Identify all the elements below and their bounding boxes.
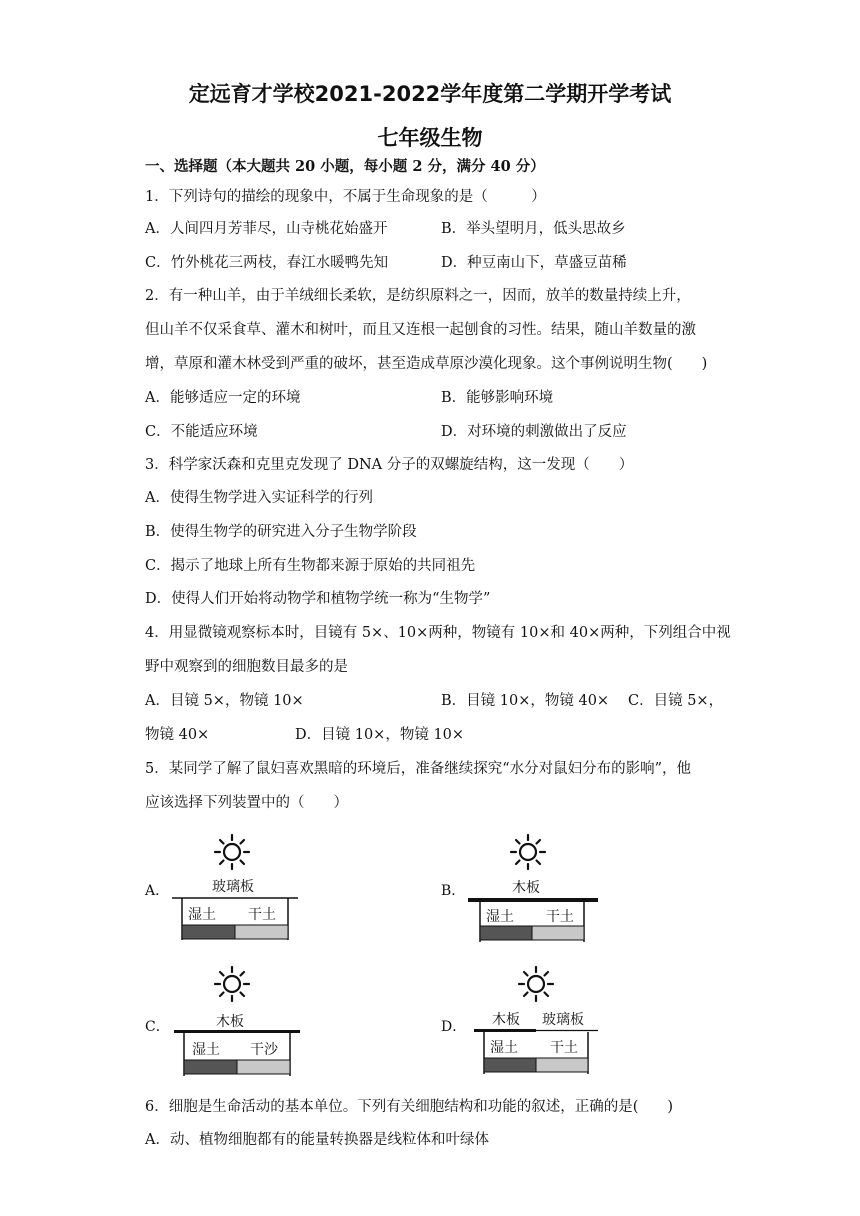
q4-option-a: A．目镜 5×，物镜 10× [145,693,304,709]
q2-option-c: C．不能适应环境 [145,424,258,440]
figure-d-cover-right-label: 玻璃板 [542,1012,584,1028]
q2-option-d: D．对环境的刺激做出了反应 [441,424,627,440]
figure-b-left-label: 湿土 [486,909,514,925]
q2-stem-line2: 但山羊不仅采食草、灌木和树叶，而且又连根一起刨食的习性。结果，随山羊数量的激 [145,322,696,338]
q4-option-c-cont: 物镜 40× [145,727,210,743]
figure-b [466,830,601,945]
sun-icon [215,967,249,1001]
q4-option-b: B．目镜 10×，物镜 40× [441,693,610,709]
q1-option-b: B．举头望明月，低头思故乡 [441,221,626,237]
figure-d-left-label: 湿土 [490,1040,518,1056]
figure-c-right-label: 干沙 [250,1042,278,1058]
figure-d-right-label: 干土 [550,1040,578,1056]
figure-c [170,966,305,1081]
figure-b-right-label: 干土 [546,909,574,925]
sun-icon [215,835,249,869]
figure-d-label: D． [441,1019,467,1035]
q1-option-c: C．竹外桃花三两枝，春江水暖鸭先知 [145,255,389,271]
q2-option-b: B．能够影响环境 [441,390,554,406]
q3-option-b: B．使得生物学的研究进入分子生物学阶段 [145,524,417,540]
q1-option-a: A．人间四月芳菲尽，山寺桃花始盛开 [145,221,388,237]
q2-stem-line1: 2．有一种山羊，由于羊绒细长柔软，是纺织原料之一，因而，放羊的数量持续上升， [145,288,691,304]
figure-a-cover-label: 玻璃板 [212,879,254,895]
section-heading: 一、选择题（本大题共 20 小题，每小题 2 分，满分 40 分） [145,158,545,175]
q1-option-d: D．种豆南山下，草盛豆苗稀 [441,255,627,271]
q4-option-c: C．目镜 5×， [628,693,724,709]
figure-a [170,830,300,945]
q3-option-a: A．使得生物学进入实证科学的行列 [145,490,373,506]
sun-icon [511,835,545,869]
q5-stem-line2: 应该选择下列装置中的（ ） [145,795,348,811]
figure-b-label: B． [441,883,466,899]
q2-stem-line3: 增，草原和灌木林受到严重的破坏，甚至造成草原沙漠化现象。这个事例说明生物( ) [145,356,708,372]
figure-c-cover-label: 木板 [216,1014,244,1030]
q4-option-d: D．目镜 10×，物镜 10× [295,727,465,743]
q3-stem: 3．科学家沃森和克里克发现了 DNA 分子的双螺旋结构，这一发现（ ） [145,457,634,473]
q4-stem-line1: 4．用显微镜观察标本时，目镜有 5×、10×两种，物镜有 10×和 40×两种，下列组合中视 [145,625,731,641]
q5-stem-line1: 5．某同学了解了鼠妇喜欢黑暗的环境后，准备继续探究“水分对鼠妇分布的影响”，他 [145,761,692,777]
figure-c-label: C． [145,1019,170,1035]
q3-option-c: C．揭示了地球上所有生物都来源于原始的共同祖先 [145,558,476,574]
q1-stem: 1．下列诗句的描绘的现象中，不属于生命现象的是（ ） [145,189,546,205]
figure-a-right-label: 干土 [248,907,276,923]
exam-title: 定远育才学校2021-2022学年度第二学期开学考试 [188,82,672,106]
figure-b-cover-label: 木板 [512,880,540,896]
q4-stem-line2: 野中观察到的细胞数目最多的是 [145,659,348,675]
q6-option-a: A．动、植物细胞都有的能量转换器是线粒体和叶绿体 [145,1132,489,1148]
q2-option-a: A．能够适应一定的环境 [145,390,301,406]
figure-a-label: A． [145,883,170,899]
sun-icon [519,967,553,1001]
figure-d [470,966,605,1081]
exam-subtitle: 七年级生物 [377,126,483,150]
figure-a-left-label: 湿土 [188,907,216,923]
q3-option-d: D．使得人们开始将动物学和植物学统一称为“生物学” [145,591,491,607]
q6-stem: 6．细胞是生命活动的基本单位。下列有关细胞结构和功能的叙述，正确的是( ) [145,1099,674,1115]
figure-c-left-label: 湿土 [192,1042,220,1058]
figure-d-cover-left-label: 木板 [492,1012,520,1028]
